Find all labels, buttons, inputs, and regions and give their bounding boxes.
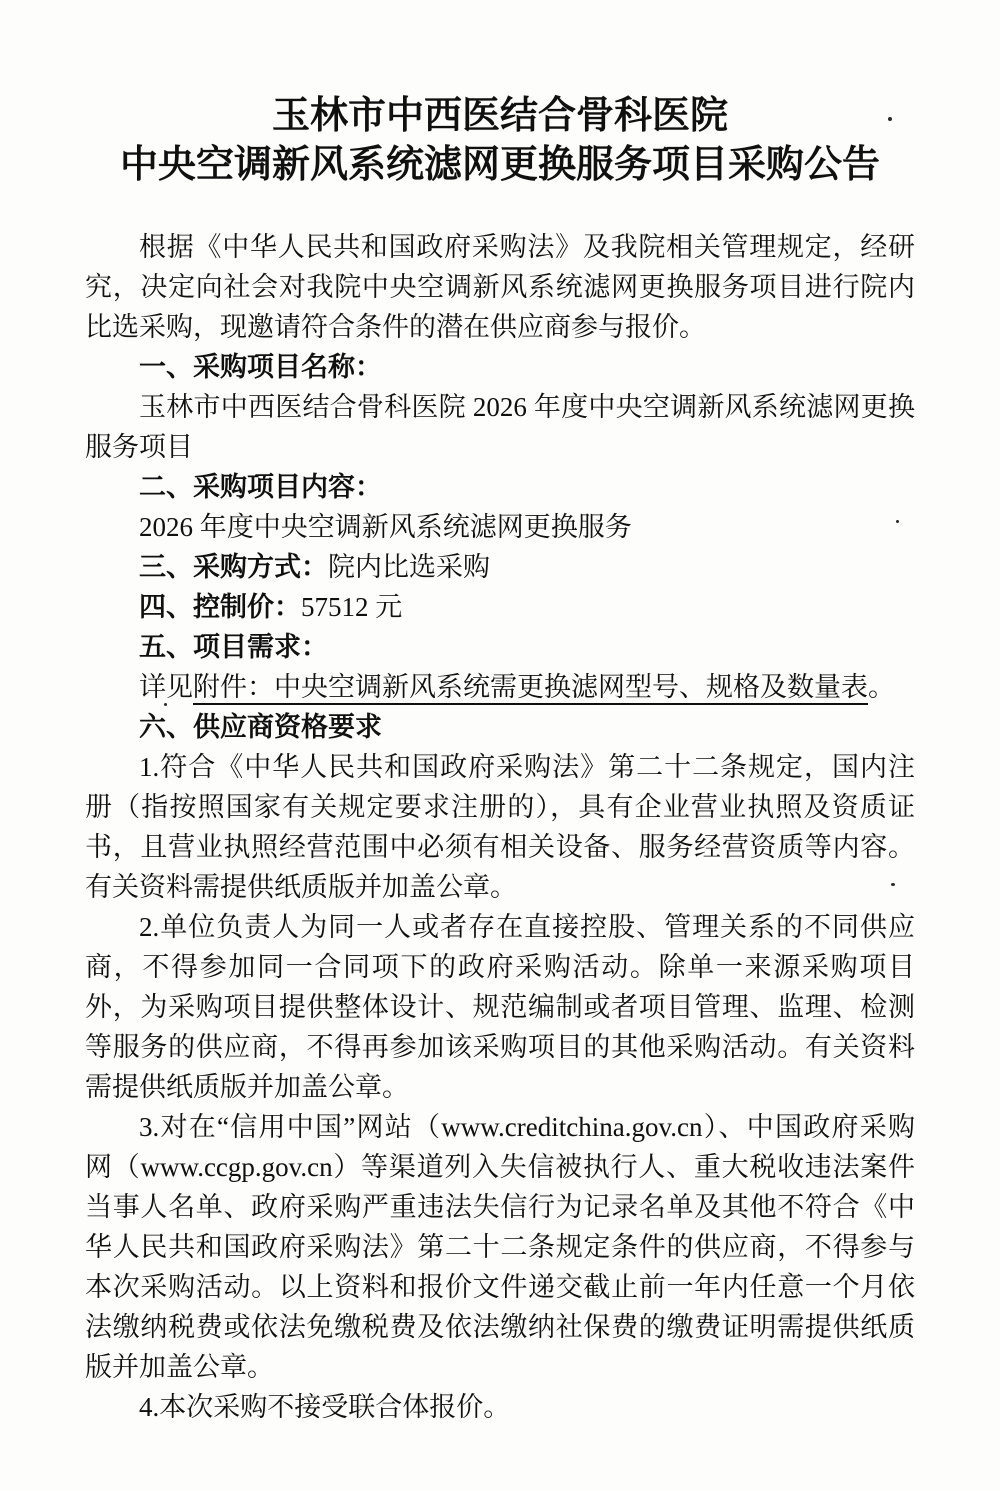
- requirement-item-3: 3.对在“信用中国”网站（www.creditchina.gov.cn）、中国政府采购网（www.ccgp.gov.cn）等渠道列入失信被执行人、重大税收违法案件当事人名单、政府采购严重违法失信行为记录名单及其他不符合《中华人民共和国政府采购法》第二十二条规定条件的供应商，不得参与本次采购活动。以上资料和报价文件递交截止前一年内任意一个月依法缴纳税费或依法免缴税费及依法缴纳社保费的缴费证明需提供纸质版并加盖公章。: [85, 1112, 915, 1383]
- section-4-line: [85, 587, 915, 627]
- title-line-1: 玉林市中西医结合骨科医院: [271, 95, 728, 137]
- section-5-detail: [85, 667, 915, 707]
- section-3-line: [85, 547, 915, 587]
- intro-paragraph: 根据《中华人民共和国政府采购法》及我院相关管理规定，经研究，决定向社会对我院中央空调新风系统滤网更换服务项目进行院内比选采购，现邀请符合条件的潜在供应商参与报价。: [85, 232, 915, 343]
- section-5-heading: 五、项目需求：: [139, 632, 328, 663]
- scan-speck: [896, 520, 899, 523]
- scan-speck: [891, 883, 895, 886]
- attachment-prefix: 详见: [139, 672, 193, 703]
- requirement-item-1: 1.符合《中华人民共和国政府采购法》第二十二条规定，国内注册（指按照国家有关规定要求注册的），具有企业营业执照及资质证书，且营业执照经营范围中必须有相关设备、服务经营资质等内容。有关资料需提供纸质版并加盖公章。: [85, 752, 915, 903]
- section-2-body: 2026 年度中央空调新风系统滤网更换服务: [139, 512, 632, 543]
- title-line-2: 中央空调新风系统滤网更换服务项目采购公告: [119, 143, 880, 186]
- requirement-item-4: 4.本次采购不接受联合体报价。: [139, 1392, 511, 1423]
- requirement-item-2: 2.单位负责人为同一人或者存在直接控股、管理关系的不同供应商，不得参加同一合同项下的政府采购活动。除单一来源采购项目外，为采购项目提供整体设计、规范编制或者项目管理、监理、检测等服务的供应商，不得再参加该采购项目的其他采购活动。有关资料需提供纸质版并加盖公章。: [85, 912, 915, 1103]
- section-4-heading: 四、控制价：: [139, 592, 301, 623]
- section-4-value: 57512 元: [301, 592, 403, 623]
- attachment-link[interactable]: 附件：中央空调新风系统需更换滤网型号、规格及数量表: [193, 672, 868, 703]
- section-3-value: 院内比选采购: [328, 552, 490, 583]
- scan-speck: [888, 117, 892, 121]
- section-2-heading: 二、采购项目内容：: [139, 472, 382, 503]
- section-1-heading: 一、采购项目名称：: [139, 352, 382, 383]
- page-title: [85, 92, 915, 189]
- section-1-body: 玉林市中西医结合骨科医院 2026 年度中央空调新风系统滤网更换服务项目: [85, 392, 915, 463]
- attachment-suffix: 。: [868, 672, 895, 703]
- section-6-heading: 六、供应商资格要求: [139, 712, 382, 743]
- section-3-heading: 三、采购方式：: [139, 552, 328, 583]
- scan-speck: [164, 703, 167, 706]
